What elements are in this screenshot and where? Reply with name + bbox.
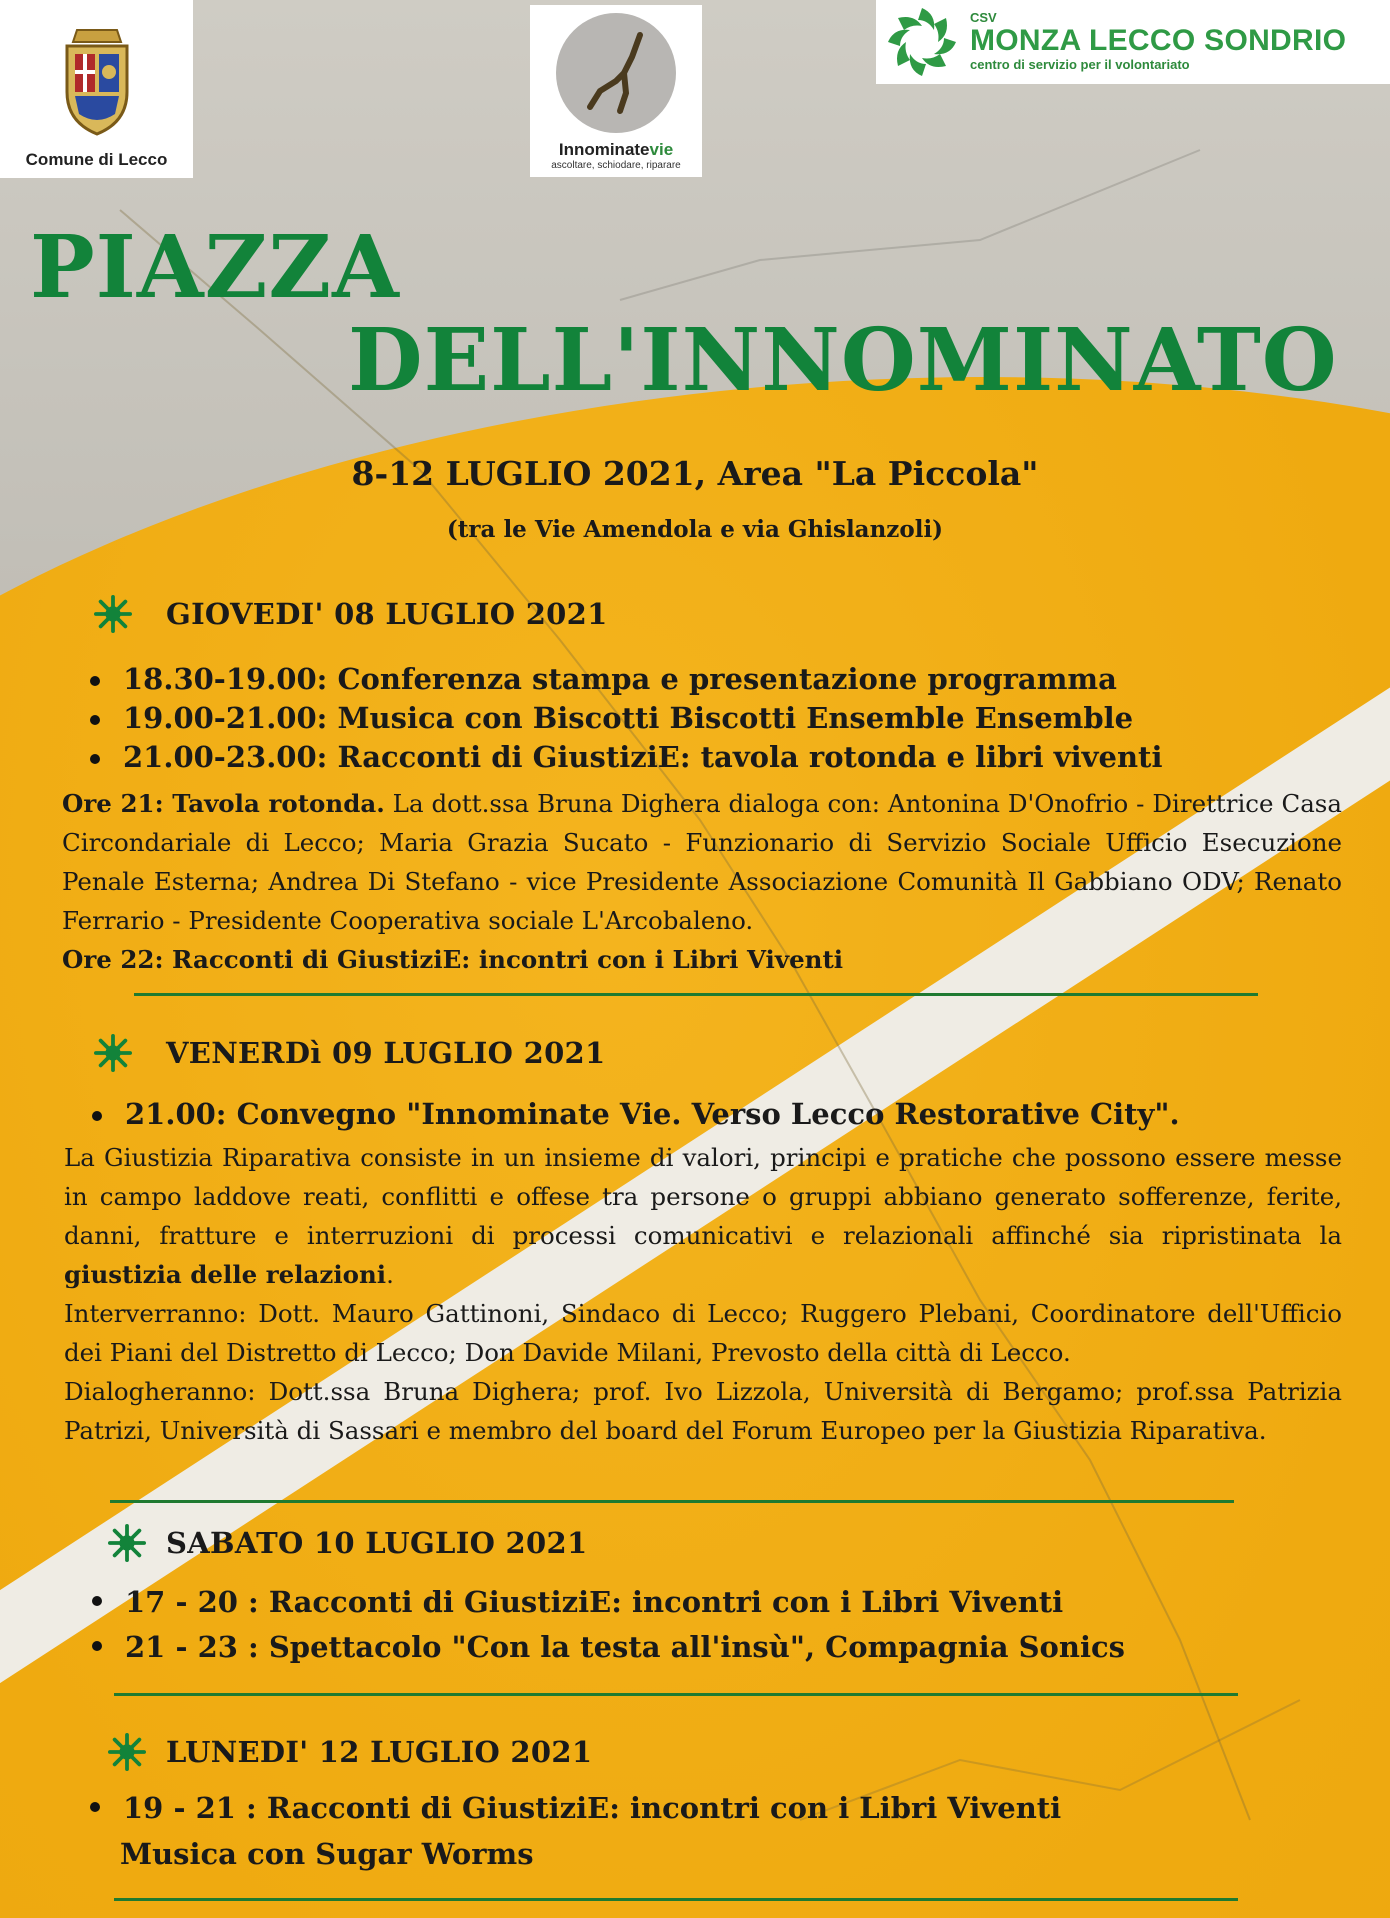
innominate-vie-logo <box>530 5 702 177</box>
comune-label: Comune di Lecco <box>25 150 168 169</box>
detail-bold: Ore 21: Tavola rotonda. <box>62 789 385 818</box>
day-heading-monday <box>108 1733 592 1771</box>
figure-icon <box>580 27 660 117</box>
list-item <box>92 1095 1180 1134</box>
day-heading-friday <box>94 1034 606 1072</box>
friday-speakers: Interverranno: Dott. Mauro Gattinoni, Sindaco di Lecco; Ruggero Plebani, Coordinatore dell'Ufficio dei Piani del Distretto di Lecco; Don Davide Milani, Prevosto della città di Lecco. <box>64 1299 1342 1367</box>
innominate-tagline: ascoltare, schiodare, riparare <box>551 160 681 171</box>
event-location: (tra le Vie Amendola e via Ghislanzoli) <box>446 516 944 543</box>
page-title-line2: DELL'INNOMINATO <box>348 310 1338 411</box>
brand-main: Innominate <box>558 140 650 159</box>
csv-logo <box>876 0 1390 84</box>
event-text: Spettacolo "Con la testa all'insù", Compagnia Sonics <box>258 1630 1125 1664</box>
detail-text: La dott.ssa Bruna Dighera dialoga con: Antonina D'Onofrio - Direttrice Casa Circondariale di Lecco; Maria Grazia Sucato - Funzionario di Servizio Sociale Ufficio Esecuzione Penale Esterna; Andrea Di Stefano - vice Presidente Associazione Comunità Il Gabbiano ODV; Renato Ferrario - Presidente Cooperativa sociale L'Arcobaleno. <box>62 789 1342 935</box>
csv-title: MONZA LECCO SONDRIO <box>970 24 1347 57</box>
day-label: LUNEDI' 12 LUGLIO 2021 <box>166 1735 593 1769</box>
list-item <box>92 1580 1125 1625</box>
starburst-icon <box>94 595 132 633</box>
day-label: GIOVEDI' 08 LUGLIO 2021 <box>166 597 608 631</box>
event-text: Racconti di GiustiziE: tavola rotonda e libri viventi <box>327 740 1163 774</box>
starburst-icon <box>108 1524 146 1562</box>
event-time: 21.00-23.00: <box>123 740 328 774</box>
starburst-icon <box>108 1733 146 1771</box>
list-item <box>90 1786 1061 1830</box>
list-item <box>90 699 1162 738</box>
event-time: 17 - 20 : <box>125 1585 259 1619</box>
desc-bold: giustizia delle relazioni <box>64 1260 387 1289</box>
event-time: 21 - 23 : <box>125 1630 259 1664</box>
event-time: 19 - 21 : <box>123 1791 257 1825</box>
friday-description <box>64 1138 1342 1294</box>
section-divider <box>134 993 1258 996</box>
lecco-crest-icon <box>47 22 147 142</box>
day-heading-saturday <box>108 1524 587 1562</box>
event-text: Racconti di GiustiziE: incontri con i Libri Viventi <box>258 1585 1064 1619</box>
section-divider <box>114 1898 1238 1901</box>
event-time: 21.00: <box>125 1097 227 1131</box>
innominate-brand <box>559 140 673 160</box>
starburst-icon <box>94 1034 132 1072</box>
day-label: SABATO 10 LUGLIO 2021 <box>166 1526 588 1560</box>
friday-events <box>92 1095 1180 1134</box>
csv-label: CSV <box>970 10 997 25</box>
event-text: Musica con Biscotti Biscotti Ensemble Ensemble <box>327 701 1134 735</box>
event-text: Convegno "Innominate Vie. Verso Lecco Restorative City". <box>226 1097 1180 1131</box>
desc-end: . <box>386 1260 394 1289</box>
thursday-detail <box>62 784 1342 940</box>
csv-swirl-icon <box>884 4 960 80</box>
day-heading-thursday <box>94 595 608 633</box>
monday-extra: Musica con Sugar Worms <box>120 1837 534 1871</box>
event-text: Conferenza stampa e presentazione programma <box>327 662 1117 696</box>
thursday-events <box>90 660 1162 777</box>
saturday-events <box>92 1580 1125 1670</box>
monday-events <box>90 1786 1061 1830</box>
event-dates: 8-12 LUGLIO 2021, Area "La Piccola" <box>351 454 1039 493</box>
desc-text: La Giustizia Riparativa consiste in un insieme di valori, principi e pratiche che possono essere messe in campo laddove reati, conflitti e offese tra persone o gruppi abbiano generato sofferenze, ferite, danni, fratture e interruzioni di processi comunicativi e relazionali affinché sia ripristinata la <box>64 1143 1342 1250</box>
thursday-detail-2 <box>62 940 1342 979</box>
day-label: VENERDì 09 LUGLIO 2021 <box>166 1036 606 1070</box>
brand-accent: vie <box>649 140 674 159</box>
csv-tagline: centro di servizio per il volontariato <box>970 57 1190 72</box>
comune-di-lecco-logo <box>0 0 193 178</box>
section-divider <box>114 1693 1238 1696</box>
section-divider <box>110 1500 1234 1503</box>
friday-panel: Dialogheranno: Dott.ssa Bruna Dighera; prof. Ivo Lizzola, Università di Bergamo; prof.ssa Patrizia Patrizi, Università di Sassari e membro del board del Forum Europeo per la Giustizia Riparativa. <box>64 1377 1342 1445</box>
list-item <box>92 1625 1125 1670</box>
event-time: 19.00-21.00: <box>123 701 328 735</box>
event-text: Racconti di GiustiziE: incontri con i Libri Viventi <box>256 1791 1062 1825</box>
list-item <box>90 660 1162 699</box>
page-title-line1: PIAZZA <box>30 217 400 318</box>
event-time: 18.30-19.00: <box>123 662 328 696</box>
list-item <box>90 738 1162 777</box>
detail-line2: Ore 22: Racconti di GiustiziE: incontri con i Libri Viventi <box>62 945 844 974</box>
